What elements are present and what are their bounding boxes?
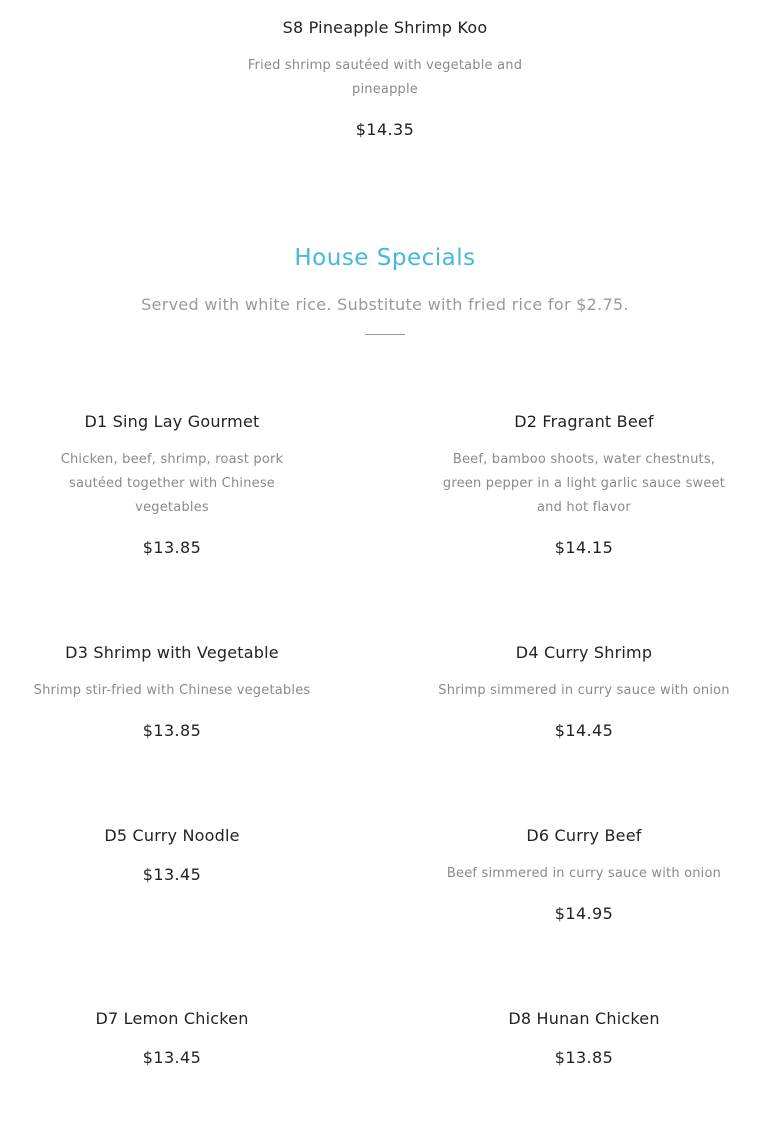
menu-item-d3: [32, 643, 312, 741]
menu-item-name: D2 Fragrant Beef: [514, 412, 654, 431]
menu-item-price: $14.35: [355, 120, 415, 139]
menu-item-price: $13.85: [142, 538, 202, 557]
menu-item-price: $13.45: [142, 1048, 202, 1067]
menu-item-description: Beef simmered in curry sauce with onion: [446, 866, 722, 881]
menu-item-name: D4 Curry Shrimp: [515, 643, 653, 662]
menu-item-price: $14.95: [554, 904, 614, 923]
menu-item-description: Shrimp stir-fried with Chinese vegetables: [33, 683, 311, 698]
menu-item-name: D5 Curry Noodle: [104, 826, 240, 845]
menu-item-d5: [32, 826, 312, 885]
menu-item-d7: [32, 1009, 312, 1068]
menu-item-price: $13.85: [554, 1048, 614, 1067]
menu-item-description: Chicken, beef, shrimp, roast pork sautéed together with Chinese vegetables: [60, 452, 284, 515]
menu-item-name: D8 Hunan Chicken: [508, 1009, 660, 1028]
menu-item-price: $14.15: [554, 538, 614, 557]
menu-item-s8: [235, 18, 535, 140]
menu-item-d4: [438, 643, 730, 741]
menu-item-description: Beef, bamboo shoots, water chestnuts, green pepper in a light garlic sauce sweet and hot flavor: [442, 452, 726, 515]
section-title: House Specials: [294, 245, 476, 271]
menu-item-d6: [438, 826, 730, 924]
menu-item-d2: [438, 412, 730, 558]
menu-item-name: S8 Pineapple Shrimp Koo: [282, 18, 488, 37]
menu-item-price: $13.85: [142, 721, 202, 740]
section-divider: [365, 334, 405, 335]
menu-item-name: D3 Shrimp with Vegetable: [65, 643, 279, 662]
menu-item-price: $14.45: [554, 721, 614, 740]
menu-item-price: $13.45: [142, 865, 202, 884]
menu-item-d1: [32, 412, 312, 558]
menu-item-d8: [438, 1009, 730, 1068]
section-subtitle: Served with white rice. Substitute with fried rice for $2.75.: [141, 295, 629, 314]
menu-item-description: Fried shrimp sautéed with vegetable and pineapple: [247, 58, 523, 97]
menu-item-name: D6 Curry Beef: [526, 826, 642, 845]
menu-item-description: Shrimp simmered in curry sauce with onion: [438, 683, 730, 698]
menu-item-name: D7 Lemon Chicken: [95, 1009, 249, 1028]
menu-item-name: D1 Sing Lay Gourmet: [84, 412, 260, 431]
